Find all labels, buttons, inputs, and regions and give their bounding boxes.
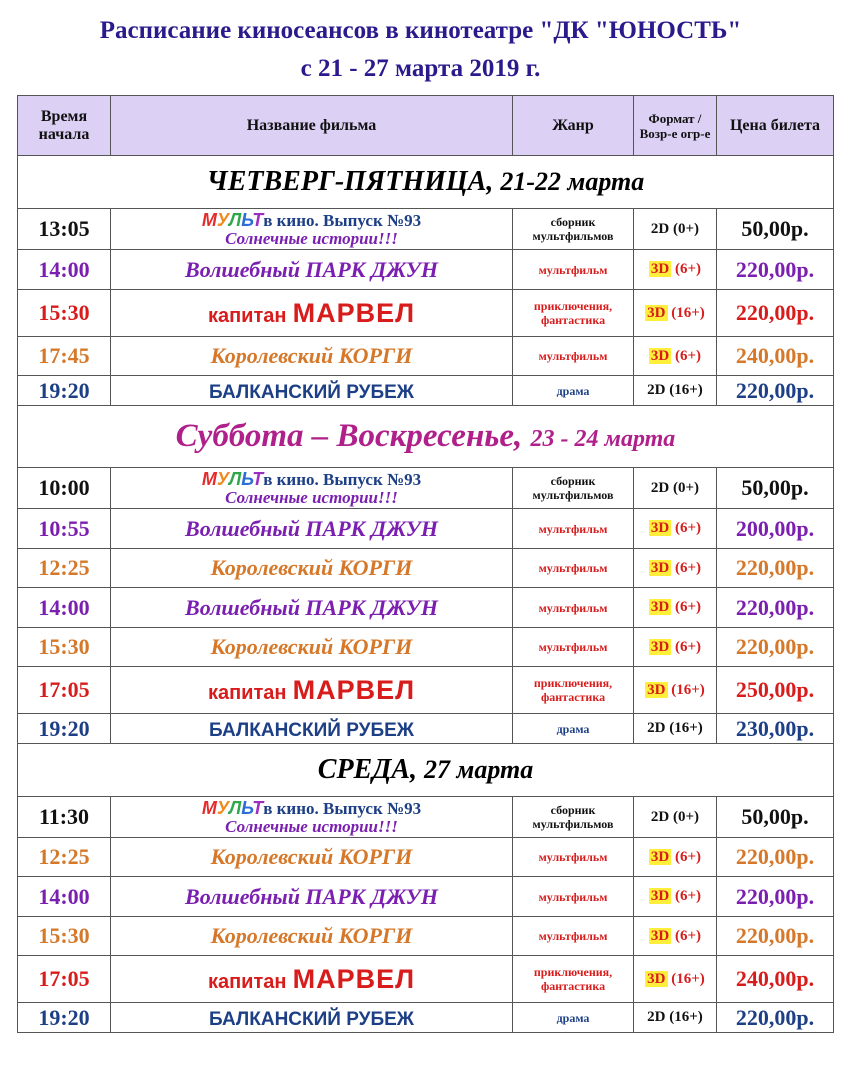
- film-title-cell: [111, 290, 513, 337]
- header-time: Время начала: [18, 96, 111, 156]
- session-time: 17:05: [18, 667, 111, 714]
- format-cell: [634, 509, 717, 549]
- film-name: [207, 297, 416, 328]
- day-header-row: [18, 156, 834, 209]
- session-time: 15:30: [18, 628, 111, 667]
- format-badge: 3D: [647, 304, 666, 321]
- format-badge: 3D: [650, 888, 670, 904]
- film-name: Волшебный ПАРК ДЖУН: [185, 256, 438, 282]
- day-date: 23 - 24 марта: [530, 426, 676, 452]
- film-name-prefix: капитан: [207, 970, 287, 993]
- genre-cell: мультфильм: [513, 838, 634, 877]
- mult-line1-text: в кино. Выпуск №93: [263, 798, 422, 818]
- ticket-price: 220,00р.: [717, 588, 834, 628]
- genre-cell: мультфильм: [513, 549, 634, 588]
- ticket-price: 220,00р.: [717, 877, 834, 917]
- age-rating: (16+): [671, 304, 705, 321]
- age-rating: (16+): [669, 382, 703, 398]
- ticket-price: 220,00р.: [717, 917, 834, 956]
- session-row: [18, 290, 834, 337]
- film-name-main: МАРВЕЛ: [292, 963, 416, 994]
- session-row: [18, 250, 834, 290]
- genre-cell: сборник мультфильмов: [513, 209, 634, 250]
- age-rating: (6+): [675, 599, 702, 615]
- age-rating: (6+): [675, 520, 702, 536]
- film-title-cell: [111, 956, 513, 1003]
- genre-cell: драма: [513, 376, 634, 406]
- session-row: [18, 509, 834, 549]
- session-time: 12:25: [18, 549, 111, 588]
- session-row: [18, 549, 834, 588]
- session-time: 14:00: [18, 877, 111, 917]
- format-cell: [634, 549, 717, 588]
- format-badge: 3D: [650, 599, 670, 615]
- genre-cell: драма: [513, 1003, 634, 1033]
- mult-logo-letter: Т: [252, 468, 264, 489]
- mult-logo-letter: У: [216, 797, 229, 818]
- format-badge: 3D: [650, 927, 670, 944]
- format-badge: 3D: [650, 347, 670, 364]
- genre-cell: сборник мультфильмов: [513, 468, 634, 509]
- film-name: Королевский КОРГИ: [210, 634, 413, 659]
- session-time: 10:00: [18, 468, 111, 509]
- format-cell: [634, 667, 717, 714]
- film-name: [207, 674, 416, 705]
- date-range-subtitle: с 21 - 27 марта 2019 г.: [300, 55, 541, 82]
- film-name: БАЛКАНСКИЙ РУБЕЖ: [209, 1008, 414, 1030]
- film-name: [207, 963, 416, 994]
- film-name: Волшебный ПАРК ДЖУН: [185, 515, 438, 541]
- header-genre: Жанр: [513, 96, 634, 156]
- header-row: [18, 96, 834, 156]
- film-title-cell: [111, 917, 513, 956]
- ticket-price: 240,00р.: [717, 337, 834, 376]
- genre-cell: мультфильм: [513, 250, 634, 290]
- day-header: [18, 156, 834, 209]
- ticket-price: 250,00р.: [717, 667, 834, 714]
- session-row: [18, 628, 834, 667]
- format-badge: 2D: [647, 382, 666, 398]
- format-cell: [634, 1003, 717, 1033]
- page-title: Расписание киносеансов в кинотеатре "ДК "ЮНОСТЬ": [99, 17, 742, 44]
- mult-logo: [202, 798, 263, 818]
- header-format: Формат / Возр-е огр-е: [634, 96, 717, 156]
- genre-cell: мультфильм: [513, 588, 634, 628]
- ticket-price: 230,00р.: [717, 714, 834, 744]
- film-name-main: МАРВЕЛ: [292, 674, 416, 705]
- mult-logo-letter: Ь: [241, 797, 253, 818]
- genre-cell: мультфильм: [513, 509, 634, 549]
- day-header: [18, 744, 834, 797]
- film-name-prefix: капитан: [207, 681, 287, 704]
- session-row: [18, 667, 834, 714]
- genre-cell: мультфильм: [513, 877, 634, 917]
- day-label: СРЕДА,: [317, 754, 418, 785]
- film-title-cell: [111, 667, 513, 714]
- format-badge: 3D: [650, 848, 670, 865]
- format-badge: 2D: [647, 720, 666, 736]
- format-badge: 3D: [650, 638, 670, 655]
- age-rating: (6+): [675, 927, 702, 944]
- session-row: [18, 956, 834, 1003]
- film-title-cell: [111, 549, 513, 588]
- day-date: 27 марта: [424, 755, 534, 784]
- session-row: [18, 797, 834, 838]
- format-badge: 2D: [650, 808, 670, 825]
- mult-logo-letter: М: [201, 209, 217, 230]
- header-price: Цена билета: [717, 96, 834, 156]
- session-time: 10:55: [18, 509, 111, 549]
- age-rating: (16+): [669, 720, 703, 736]
- ticket-price: 240,00р.: [717, 956, 834, 1003]
- session-time: 12:25: [18, 838, 111, 877]
- session-time: 15:30: [18, 290, 111, 337]
- session-time: 11:30: [18, 797, 111, 838]
- format-cell: [634, 376, 717, 406]
- format-cell: [634, 588, 717, 628]
- format-cell: [634, 838, 717, 877]
- film-title-cell: [111, 797, 513, 838]
- age-rating: (16+): [671, 970, 705, 987]
- age-rating: (6+): [675, 848, 702, 865]
- film-title-cell: [111, 337, 513, 376]
- mult-logo-letter: Ь: [241, 209, 253, 230]
- session-time: 19:20: [18, 376, 111, 406]
- session-row: [18, 468, 834, 509]
- age-rating: (0+): [673, 479, 700, 496]
- film-title-cell: [111, 250, 513, 290]
- format-cell: [634, 468, 717, 509]
- session-time: 15:30: [18, 917, 111, 956]
- day-header-row: [18, 406, 834, 468]
- session-row: [18, 209, 834, 250]
- format-badge: 2D: [647, 1009, 666, 1025]
- mult-logo-letter: Л: [228, 209, 242, 230]
- mult-line1-text: в кино. Выпуск №93: [263, 210, 422, 230]
- mult-logo-letter: Л: [228, 468, 242, 489]
- format-cell: [634, 337, 717, 376]
- mult-line2: Солнечные истории!!!: [225, 228, 398, 248]
- genre-cell: мультфильм: [513, 337, 634, 376]
- mult-line2: Солнечные истории!!!: [225, 487, 398, 507]
- ticket-price: 220,00р.: [717, 838, 834, 877]
- ticket-price: 50,00р.: [717, 797, 834, 838]
- format-cell: [634, 209, 717, 250]
- mult-logo-letter: М: [201, 797, 217, 818]
- session-row: [18, 588, 834, 628]
- session-row: [18, 877, 834, 917]
- mult-line1: [111, 211, 512, 230]
- format-badge: 2D: [650, 220, 670, 237]
- session-time: 19:20: [18, 714, 111, 744]
- film-title-cell: [111, 877, 513, 917]
- format-badge: 3D: [650, 261, 670, 277]
- film-title-cell: [111, 588, 513, 628]
- ticket-price: 220,00р.: [717, 549, 834, 588]
- session-row: [18, 917, 834, 956]
- ticket-price: 220,00р.: [717, 1003, 834, 1033]
- day-header-row: [18, 744, 834, 797]
- session-row: [18, 1003, 834, 1033]
- ticket-price: 220,00р.: [717, 250, 834, 290]
- mult-line2: Солнечные истории!!!: [225, 816, 398, 836]
- format-badge: 3D: [650, 559, 670, 576]
- header-film: Название фильма: [111, 96, 513, 156]
- mult-logo-letter: Ь: [241, 468, 253, 489]
- film-title-cell: [111, 628, 513, 667]
- film-title-cell: [111, 838, 513, 877]
- format-cell: [634, 290, 717, 337]
- mult-logo-letter: Т: [252, 209, 264, 230]
- mult-logo-letter: М: [201, 468, 217, 489]
- age-rating: (0+): [673, 808, 700, 825]
- age-rating: (16+): [671, 681, 705, 698]
- genre-cell: приключения, фантастика: [513, 290, 634, 337]
- session-time: 17:05: [18, 956, 111, 1003]
- film-name: БАЛКАНСКИЙ РУБЕЖ: [209, 381, 414, 403]
- format-cell: [634, 250, 717, 290]
- age-rating: (6+): [675, 888, 702, 904]
- genre-cell: мультфильм: [513, 628, 634, 667]
- session-time: 17:45: [18, 337, 111, 376]
- genre-cell: мультфильм: [513, 917, 634, 956]
- ticket-price: 220,00р.: [717, 628, 834, 667]
- film-name-main: МАРВЕЛ: [292, 297, 416, 328]
- film-name: Волшебный ПАРК ДЖУН: [185, 883, 438, 909]
- film-name: Королевский КОРГИ: [210, 343, 413, 368]
- ticket-price: 220,00р.: [717, 290, 834, 337]
- film-name: Волшебный ПАРК ДЖУН: [185, 594, 438, 620]
- film-title-cell: [111, 209, 513, 250]
- format-badge: 3D: [647, 970, 666, 987]
- mult-line1: [111, 470, 512, 489]
- day-date: 21-22 марта: [500, 167, 645, 196]
- film-title-cell: [111, 509, 513, 549]
- genre-cell: приключения, фантастика: [513, 956, 634, 1003]
- mult-logo-letter: Т: [252, 797, 264, 818]
- format-badge: 3D: [650, 520, 670, 536]
- film-name: Королевский КОРГИ: [210, 555, 413, 580]
- session-time: 13:05: [18, 209, 111, 250]
- age-rating: (6+): [675, 559, 702, 576]
- format-badge: 3D: [647, 681, 666, 698]
- ticket-price: 200,00р.: [717, 509, 834, 549]
- day-label: ЧЕТВЕРГ-ПЯТНИЦА,: [206, 166, 494, 197]
- age-rating: (0+): [673, 220, 700, 237]
- session-row: [18, 337, 834, 376]
- schedule-table: [17, 95, 834, 1033]
- session-row: [18, 376, 834, 406]
- film-title-cell: [111, 468, 513, 509]
- film-name: БАЛКАНСКИЙ РУБЕЖ: [209, 719, 414, 741]
- film-name-prefix: капитан: [207, 304, 287, 327]
- mult-line1-text: в кино. Выпуск №93: [263, 469, 422, 489]
- ticket-price: 220,00р.: [717, 376, 834, 406]
- format-cell: [634, 714, 717, 744]
- format-cell: [634, 797, 717, 838]
- age-rating: (6+): [675, 261, 702, 277]
- mult-logo-letter: У: [216, 468, 229, 489]
- genre-cell: драма: [513, 714, 634, 744]
- age-rating: (6+): [675, 347, 702, 364]
- film-name: Королевский КОРГИ: [210, 923, 413, 948]
- mult-logo: [202, 469, 263, 489]
- format-cell: [634, 956, 717, 1003]
- day-header: [18, 406, 834, 468]
- film-title-cell: [111, 376, 513, 406]
- mult-logo-letter: У: [216, 209, 229, 230]
- film-title-cell: [111, 714, 513, 744]
- film-title-cell: [111, 1003, 513, 1033]
- format-cell: [634, 917, 717, 956]
- mult-line1: [111, 799, 512, 818]
- session-time: 14:00: [18, 250, 111, 290]
- age-rating: (16+): [669, 1009, 703, 1025]
- session-time: 14:00: [18, 588, 111, 628]
- format-badge: 2D: [650, 479, 670, 496]
- session-row: [18, 714, 834, 744]
- ticket-price: 50,00р.: [717, 209, 834, 250]
- ticket-price: 50,00р.: [717, 468, 834, 509]
- day-label: Суббота – Воскресенье,: [175, 418, 523, 454]
- mult-logo: [202, 210, 263, 230]
- mult-logo-letter: Л: [228, 797, 242, 818]
- genre-cell: приключения, фантастика: [513, 667, 634, 714]
- session-time: 19:20: [18, 1003, 111, 1033]
- film-name: Королевский КОРГИ: [210, 844, 413, 869]
- session-row: [18, 838, 834, 877]
- format-cell: [634, 877, 717, 917]
- age-rating: (6+): [675, 638, 702, 655]
- genre-cell: сборник мультфильмов: [513, 797, 634, 838]
- format-cell: [634, 628, 717, 667]
